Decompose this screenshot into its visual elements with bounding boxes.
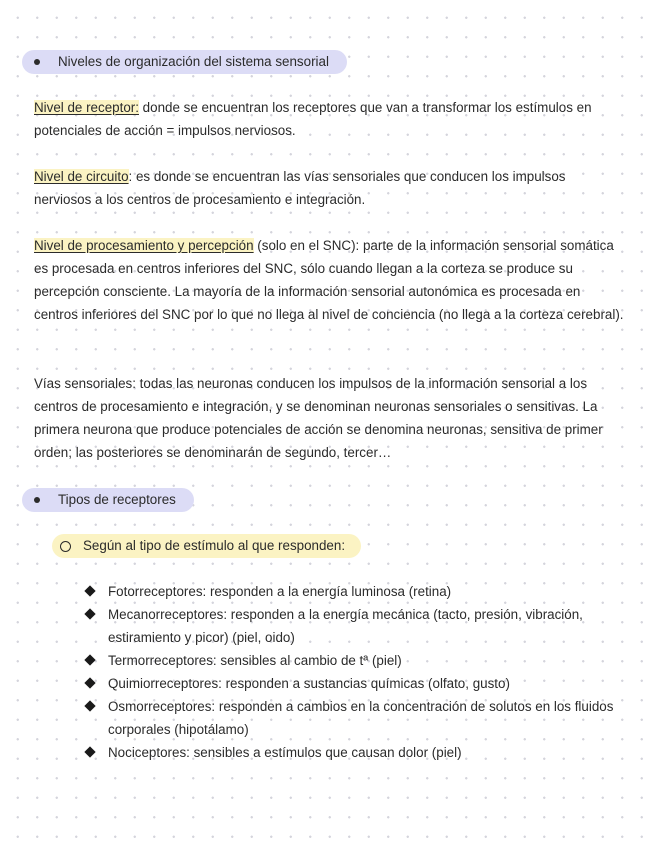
receptor-types-list [84,580,624,764]
section-heading-text: Tipos de receptores [58,492,176,507]
list-item: Quimiorreceptores: responden a sustancias químicas (olfato, gusto) [84,672,624,695]
diamond-bullet-icon [84,677,95,688]
diamond-bullet-icon [84,608,95,619]
paragraph-receptor-level [34,96,624,142]
list-item: Termorreceptores: sensibles al cambio de tª (piel) [84,649,624,672]
diamond-bullet-icon [84,700,95,711]
diamond-bullet-icon [84,585,95,596]
term-circuit-level: Nivel de circuito [34,169,129,184]
list-item: Nociceptores: sensibles a estímulos que causan dolor (piel) [84,741,624,764]
paragraph-sensory-pathways [34,372,624,464]
hollow-circle-bullet-icon [60,541,71,552]
diamond-bullet-icon [84,746,95,757]
list-item: Osmorreceptores: responden a cambios en la concentración de solutos en los fluidos corporales (hipotálamo) [84,695,624,741]
bullet-dot-icon [34,59,40,65]
term-processing-level: Nivel de procesamiento y percepción [34,238,254,253]
subsection-heading-text: Según al tipo de estímulo al que responden: [83,538,346,553]
section-heading-sensory-levels [22,50,347,74]
definition-receptor-level: donde se encuentran los receptores que van a transformar los estímulos en potenciales de acción = impulsos nerviosos. [34,100,592,138]
list-item: Fotorreceptores: responden a la energía luminosa (retina) [84,580,624,603]
pathways-text: Vías sensoriales: todas las neuronas conducen los impulsos de la información sensorial a los centros de procesamiento e integración, y se denominan neuronas sensoriales o sensitivas. La primera neurona que produce potenciales de acción se denomina neuronas, sensitiva de primer orden; las posteriores se denominarán de segundo, tercer… [34,376,603,460]
section-heading-text: Niveles de organización del sistema sensorial [58,54,329,69]
paragraph-circuit-level [34,165,624,211]
subsection-heading-stimulus-type [52,534,361,558]
bullet-dot-icon [34,497,40,503]
term-receptor-level: Nivel de receptor: [34,100,139,115]
list-item: Mecanorreceptores: responden a la energía mecánica (tacto, presión, vibración, estiramiento y picor) (piel, oido) [84,603,624,649]
paragraph-processing-level [34,234,624,326]
definition-circuit-level: : es donde se encuentran las vías sensoriales que conducen los impulsos nerviosos a los centros de procesamiento e integración. [34,169,566,207]
definition-processing-level: (solo en el SNC): parte de la información sensorial somática es procesada en centros inferiores del SNC, sólo cuando llegan a la corteza se produce su percepción consciente. La mayoría de la información sensorial autonómica es procesada en centros inferiores del SNC por lo que no llega al nivel de conciencia (no llega a la corteza cerebral). [34,238,624,322]
diamond-bullet-icon [84,654,95,665]
section-heading-receptor-types [22,488,194,512]
